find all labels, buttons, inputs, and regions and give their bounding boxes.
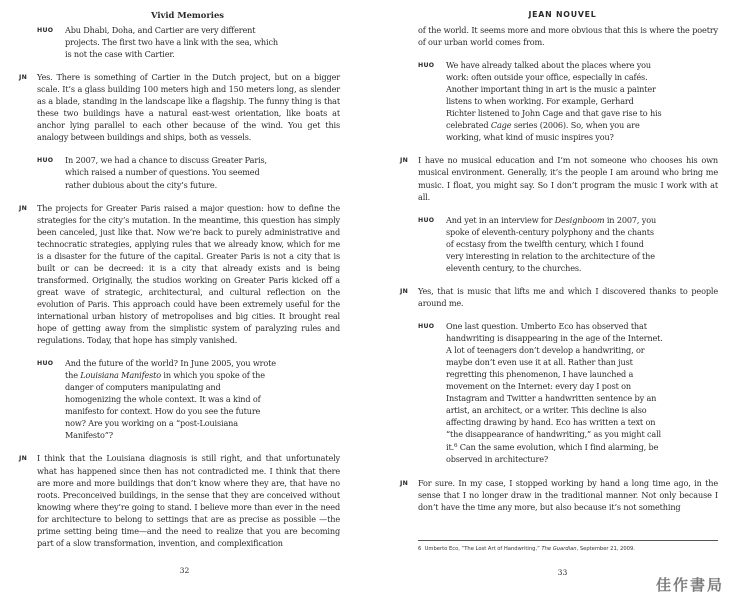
answer-block — [400, 477, 718, 513]
answer-text: The projects for Greater Paris raised a major question: how to define the strategies for the city’s mutation. In the meantime, this question has simply been canceled, just like that. Now we’re back to purely administrative and technocratic strategies, applying rules that we already know, which for me is a disaster for the future of the capital. Greater Paris is not a city that is built or can be decreed: it is a city that already exists and is being transformed. Originally, the studios working on Greater Paris kicked off a great wave of strategic, architectural, and cultural reflection on the evolution of Paris. This approach could have been extremely useful for the international urban history of metropolises and big cities. It brought real hope of getting away from the simplistic system of paralyzing rules and regulations. Today, that hope has simply vanished. — [37, 202, 340, 346]
question-block — [37, 357, 279, 441]
answer-text: Yes, that is music that lifts me and which I discovered thanks to people around me. — [418, 285, 718, 308]
answer-text: For sure. In my case, I stopped working by hand a long time ago, in the sense that I no longer draw in the traditional manner. Not only because I don’t have the time any more, but also because it’s not something — [418, 477, 718, 512]
speaker-label: JN — [19, 455, 28, 463]
right-page-text — [400, 24, 718, 524]
speaker-label: JN — [19, 204, 28, 212]
right-page — [375, 0, 750, 607]
speaker-label: HUO — [418, 62, 435, 70]
artwork-title: Cage — [490, 120, 512, 131]
speaker-label: JN — [400, 287, 409, 295]
speaker-label: JN — [400, 479, 409, 487]
question-text: And the future of the world? In June 2005, you wrote the Louisiana Manifesto in which you spoke of the danger of computers manipulating and homogenizing the whole context. It was a kind of manifesto for context. How do you see the future now? Are you working on a “post-Louisiana Manifesto”? — [65, 358, 276, 441]
footnote-reference[interactable]: 6 — [454, 443, 458, 450]
question-block — [418, 59, 663, 143]
question-text: We have already talked about the places where you work: often outside your office, especially in cafés. Another important thing in art is the music a painter listens to when working. For example, Gerhard Richter listened to John Cage and that gave rise to his celebrated Cage series (2006). So, when you are working, what kind of music inspires you? — [446, 60, 662, 143]
speaker-label: HUO — [418, 216, 435, 224]
running-head: JEAN NOUVEL — [528, 10, 597, 19]
footnote: 6 Umberto Eco, “The Lost Art of Handwriting,” The Guardian, September 21, 2009. — [418, 546, 635, 552]
answer-text: I have no musical education and I’m not someone who chooses his own musical environment. Generally, it’s the people I am around who bring me music. I float, you might say. So I don’t program the music I work with at all. — [418, 155, 718, 202]
left-page-text — [19, 24, 340, 560]
speaker-label: HUO — [37, 360, 54, 368]
speaker-label: HUO — [37, 27, 54, 34]
answer-block — [19, 452, 340, 548]
publisher-watermark: 佳作書局 — [655, 576, 724, 594]
footnote-number: 6 — [418, 546, 422, 552]
footnote-divider — [418, 540, 718, 541]
book-title: Louisiana Manifesto — [80, 370, 161, 381]
speaker-label: JN — [19, 74, 28, 82]
question-text: In 2007, we had a chance to discuss Greater Paris, which raised a number of questions. You seemed rather dubious about the city’s future. — [65, 155, 267, 190]
publication-title: Designboom — [554, 214, 605, 225]
speaker-label: HUO — [37, 157, 54, 165]
answer-block — [400, 285, 718, 309]
speaker-label: JN — [400, 157, 409, 165]
question-text: Abu Dhabi, Doha, and Cartier are very different projects. The first two have a link with the sea, which is not the case with Cartier. — [65, 25, 278, 60]
question-block — [418, 320, 663, 466]
answer-block — [19, 202, 340, 347]
answer-text: Yes. There is something of Cartier in the Dutch project, but on a bigger scale. It’s a glass building 100 meters high and 150 meters long, as slender as a blade, standing in the landscape like a flagship. The funny thing is that these two buildings have a natural east-west orientation, like boats at anchor lying parallel to each other because of the wind. You get this analogy between buildings and ships, both as vessels. — [37, 72, 340, 143]
page-number: 33 — [557, 568, 568, 577]
answer-block — [400, 154, 718, 202]
continuation-text: of the world. It seems more and more obvious that this is where the poetry of our urban world comes from. — [418, 25, 718, 48]
speaker-label: HUO — [418, 322, 435, 330]
page-number: 32 — [179, 566, 190, 575]
newspaper-title: The Guardian — [541, 546, 577, 552]
answer-block — [19, 71, 340, 143]
question-text: And yet in an interview for Designboom in 2007, you spoke of eleventh-century polyphony and the chants of ecstasy from the twelfth century, which I found very interesting in relation to the architecture of the eleventh century, to the churches. — [446, 214, 657, 273]
running-head: Vivid Memories — [150, 10, 225, 20]
question-text: One last question. Umberto Eco has observed that handwriting is disappearing in the age of the Internet. A lot of teenagers don’t develop a handwriting, or maybe don’t even use it at all. Rather than just regretting this phenomenon, I have launched a movement on the Internet: every day I post on Instagram and Twitter a handwritten sentence by an artist, an architect, or a writer. This decline is also affecting drawing by hand. Eco has written a text on “the disappearance of handwriting,” as you might call it.$^6$ Can the same evolution, which I find alarming, be observed in architecture? — [446, 320, 663, 465]
answer-text: I think that the Louisiana diagnosis is still right, and that unfortunately what has happened since then has not contradicted me. I think that there are more and more buildings that don’t know where they are, that have no roots. Preconceived buildings, in the sense that they are conceived without knowing where they’re going to stand. I believe more than ever in the need for architecture to belong to settings that are as precise as possible —the prime setting being time—and the need to realize that you are becoming part of a slow transformation, invention, and complexification — [37, 453, 340, 548]
question-block — [37, 154, 279, 190]
question-block — [37, 24, 279, 60]
question-block — [418, 214, 663, 274]
